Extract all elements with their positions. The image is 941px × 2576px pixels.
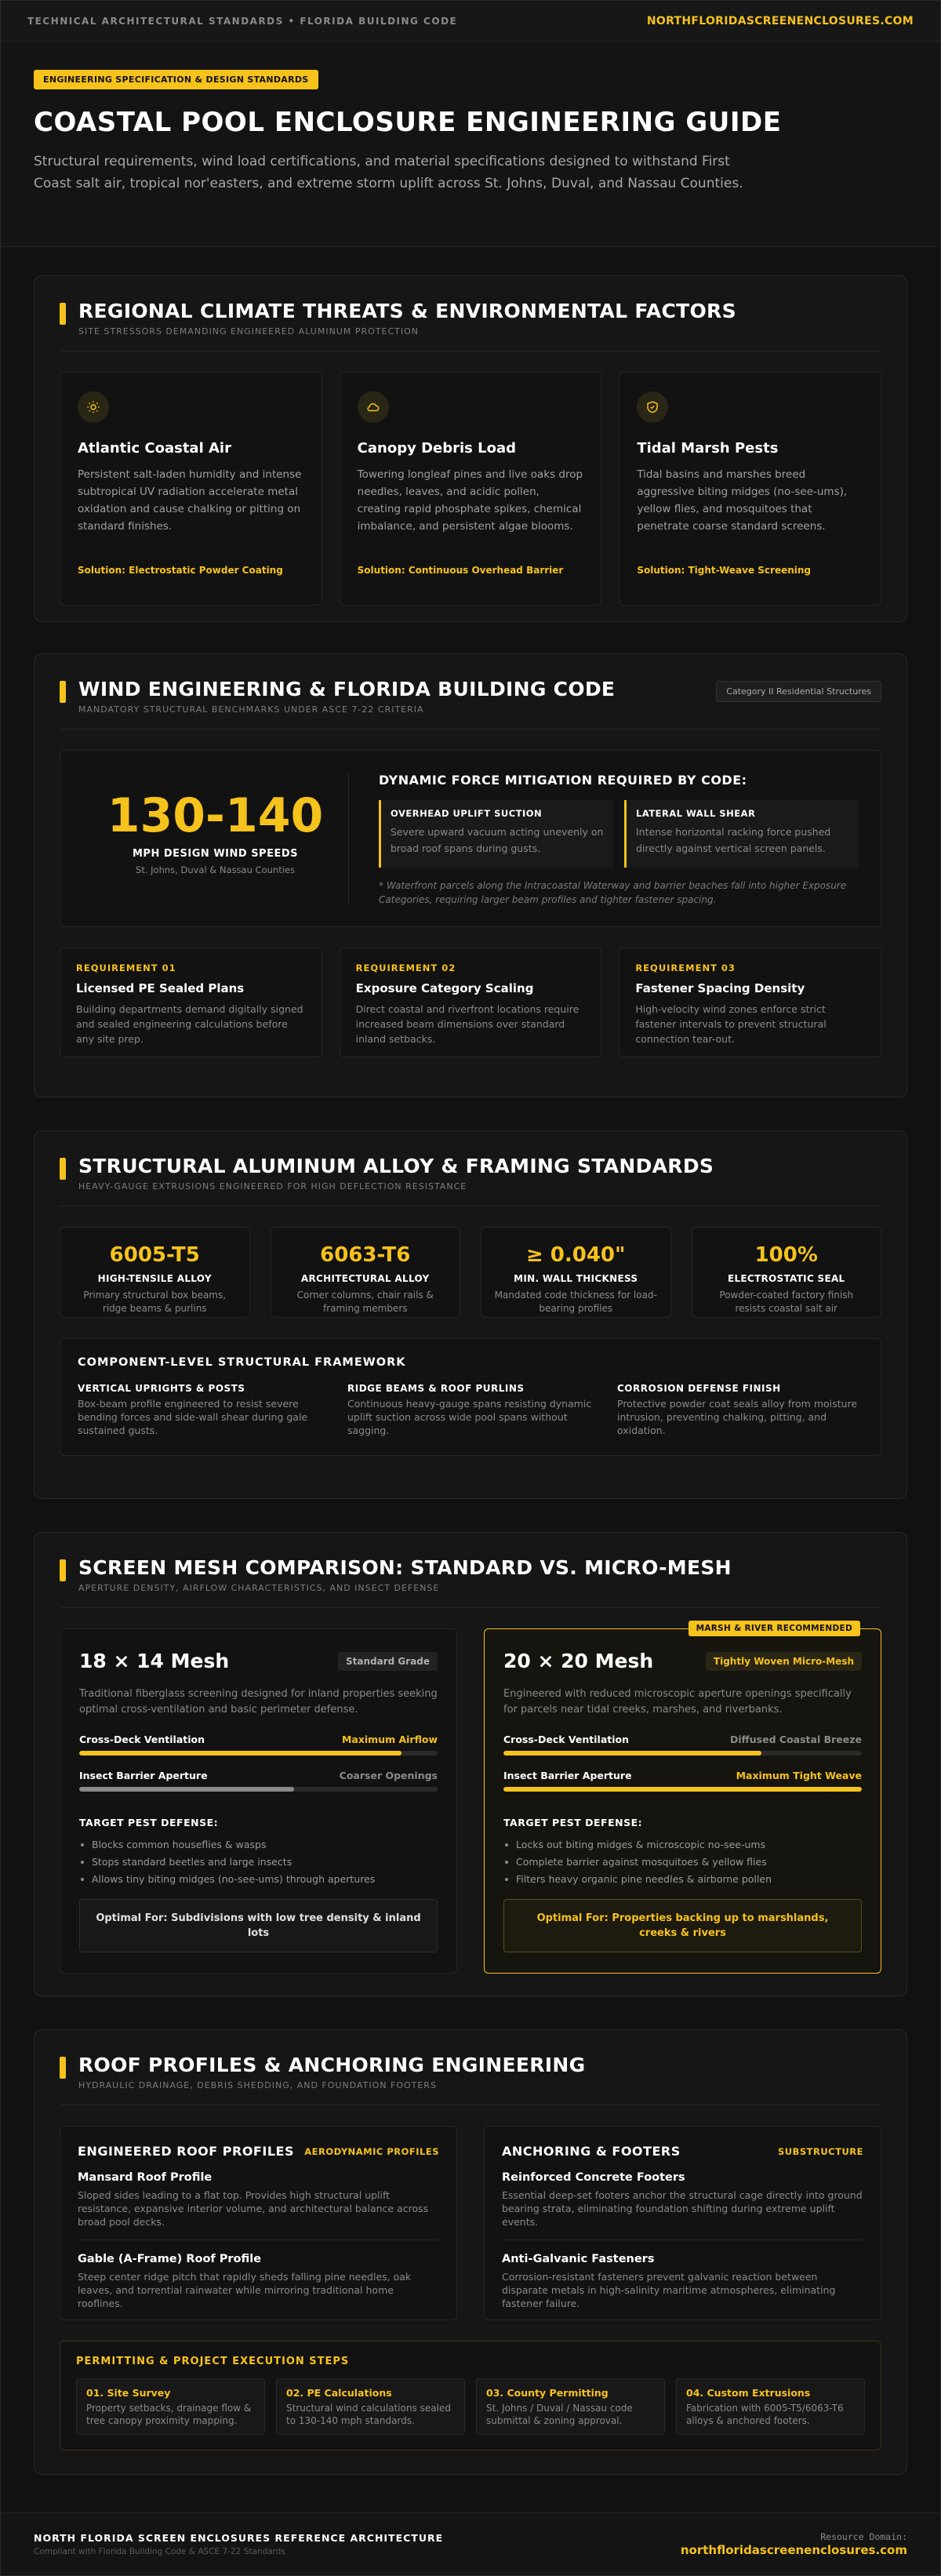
section-header — [60, 1155, 881, 1206]
stat-label: HIGH-TENSILE ALLOY — [97, 1273, 212, 1284]
category-pill: Category II Residential Structures — [716, 681, 881, 702]
step-desc: Structural wind calculations sealed to 130-140 mph standards. — [286, 2403, 451, 2426]
section-subtitle: SITE STRESSORS DEMANDING ENGINEERED ALUMINUM PROTECTION — [78, 326, 419, 337]
steps-title: PERMITTING & PROJECT EXECUTION STEPS — [76, 2356, 350, 2367]
section-subtitle: HYDRAULIC DRAINAGE, DEBRIS SHEDDING, AND FOUNDATION FOOTERS — [78, 2080, 437, 2090]
optimal-for-box: Optimal For: Subdivisions with low tree density & inland lots — [79, 1899, 438, 1952]
roof-profile-desc: Steep center ridge pitch that rapidly sheds falling pine needles, oak leaves, and torrential rainwater while mirroring traditional home rooflines. — [78, 2271, 412, 2309]
roof-profile-item — [78, 2253, 439, 2321]
framework-item-desc: Protective powder coat seals alloy from moisture intrusion, preventing chalking, pitting, and oxidation. — [617, 1398, 858, 1436]
framework-panel — [60, 1338, 881, 1456]
climate-card-marsh-pests — [619, 372, 881, 606]
sun-icon — [78, 391, 109, 423]
shield-icon — [637, 391, 668, 423]
requirement-card — [60, 948, 322, 1057]
mesh-grade-badge: Standard Grade — [338, 1652, 438, 1671]
mesh-card-micro — [484, 1624, 881, 1974]
metric-value: Coarser Openings — [339, 1770, 438, 1781]
step-card — [676, 2378, 865, 2435]
resource-label: Resource Domain: — [820, 2531, 907, 2542]
metric-value: Diffused Coastal Breeze — [730, 1734, 862, 1745]
framework-item — [78, 1383, 324, 1437]
climate-section — [34, 275, 907, 622]
climate-card-solution: Solution: Electrostatic Powder Coating — [78, 565, 283, 576]
footer-subtitle: Compliant with Florida Building Code & ASCE 7-22 Standards — [34, 2547, 285, 2556]
section-accent-bar — [60, 681, 66, 703]
mesh-desc: Traditional fiberglass screening designed for inland properties seeking optimal cross-ventilation and basic perimeter defense. — [79, 1688, 438, 1716]
spec-badge: ENGINEERING SPECIFICATION & DESIGN STANDARDS — [34, 70, 318, 89]
wind-speed-label: MPH DESIGN WIND SPEEDS — [133, 848, 298, 860]
step-desc: Fabrication with 6005-T5/6063-T6 alloys & anchored footers. — [686, 2403, 844, 2426]
roof-profiles-card — [60, 2126, 457, 2320]
list-item: Filters heavy organic pine needles & airborne pollen — [503, 1871, 862, 1888]
alloy-stat-card — [692, 1227, 882, 1318]
roof-profile-title: Mansard Roof Profile — [78, 2171, 213, 2184]
stat-desc: Corner columns, chair rails & framing members — [296, 1290, 434, 1314]
hero — [1, 42, 940, 247]
anchoring-item-desc: Essential deep-set footers anchor the structural cage directly into ground bearing strata, eliminating foundation shifting during extreme uplift events. — [502, 2189, 863, 2228]
framework-title: COMPONENT-LEVEL STRUCTURAL FRAMEWORK — [78, 1356, 406, 1369]
footer-title: NORTH FLORIDA SCREEN ENCLOSURES REFERENCE ARCHITECTURE — [34, 2532, 444, 2544]
climate-card-desc: Persistent salt-laden humidity and intense subtropical UV radiation accelerate metal oxidation and cause chalking or pitting on standard finishes. — [78, 468, 302, 533]
force-desc: Intense horizontal racking force pushed directly against vertical screen panels. — [636, 826, 831, 854]
requirement-title: Fastener Spacing Density — [635, 981, 805, 995]
section-title: ROOF PROFILES & ANCHORING ENGINEERING — [78, 2054, 586, 2076]
recommended-badge: MARSH & RIVER RECOMMENDED — [688, 1621, 860, 1636]
metric-label: Insect Barrier Aperture — [79, 1770, 208, 1781]
section-title: STRUCTURAL ALUMINUM ALLOY & FRAMING STANDARDS — [78, 1155, 714, 1177]
section-accent-bar — [60, 1559, 66, 1581]
wind-speed-value: 130-140 — [107, 788, 324, 843]
climate-card-title: Tidal Marsh Pests — [637, 440, 779, 457]
aperture-metric — [79, 1770, 438, 1792]
step-card — [276, 2378, 465, 2435]
framework-item-desc: Continuous heavy-gauge spans resisting dynamic uplift suction across wide pool spans without sagging. — [347, 1398, 592, 1436]
framework-item — [347, 1383, 594, 1437]
climate-card-title: Canopy Debris Load — [357, 440, 517, 457]
list-item: Stops standard beetles and large insects — [79, 1854, 438, 1871]
section-accent-bar — [60, 2057, 66, 2079]
aperture-bar-fill — [503, 1787, 862, 1792]
force-title: OVERHEAD UPLIFT SUCTION — [391, 808, 543, 819]
mesh-title: 18 × 14 Mesh — [79, 1650, 230, 1672]
mesh-section — [34, 1532, 907, 1996]
requirement-desc: High-velocity wind zones enforce strict fastener intervals to prevent structural connection tear-out. — [635, 1003, 827, 1045]
stat-label: ARCHITECTURAL ALLOY — [300, 1273, 430, 1284]
list-item: Allows tiny biting midges (no-see-ums) through apertures — [79, 1871, 438, 1888]
optimal-for-box: Optimal For: Properties backing up to marshlands, creeks & rivers — [503, 1899, 862, 1952]
aperture-bar — [503, 1787, 862, 1792]
force-title: LATERAL WALL SHEAR — [636, 808, 756, 819]
requirement-card — [619, 948, 881, 1057]
anchoring-item-desc: Corrosion-resistant fasteners prevent galvanic reaction between disparate metals in high-salinity maritime atmospheres, eliminating fastener failure. — [502, 2271, 836, 2309]
step-card — [476, 2378, 665, 2435]
ventilation-bar — [503, 1751, 862, 1756]
metric-label: Cross-Deck Ventilation — [503, 1734, 630, 1745]
anchoring-tag: SUBSTRUCTURE — [777, 2145, 863, 2157]
anchoring-item-title: Reinforced Concrete Footers — [502, 2171, 685, 2184]
stat-value: ≥ 0.040" — [525, 1243, 626, 1267]
requirement-desc: Building departments demand digitally signed and sealed engineering calculations before any site prep. — [76, 1003, 303, 1045]
requirement-number: REQUIREMENT 02 — [355, 962, 456, 973]
cloud-icon — [358, 391, 389, 423]
anchoring-item — [502, 2171, 863, 2240]
exposure-note: * Waterfront parcels along the Intracoastal Waterway and barrier beaches fall into higher Exposure Categories, requiring larger beam profiles and tighter fastener spacing. — [379, 880, 847, 905]
list-item: Complete barrier against mosquitoes & yellow flies — [503, 1854, 862, 1871]
alloy-stat-card — [60, 1227, 250, 1318]
stat-label: ELECTROSTATIC SEAL — [727, 1273, 845, 1284]
section-title: REGIONAL CLIMATE THREATS & ENVIRONMENTAL FACTORS — [78, 300, 736, 322]
list-item: Blocks common houseflies & wasps — [79, 1836, 438, 1854]
anchoring-title: ANCHORING & FOOTERS — [502, 2144, 681, 2159]
stat-desc: Powder-coated factory finish resists coastal salt air — [719, 1290, 854, 1314]
roof-profile-desc: Sloped sides leading to a flat top. Provides high structural uplift resistance, expansive interior volume, and architectural balance across broad pool decks. — [78, 2189, 429, 2228]
top-bar — [1, 1, 940, 42]
stat-desc: Mandated code thickness for load-bearing profiles — [494, 1290, 657, 1314]
alloy-stat-card — [481, 1227, 671, 1318]
step-desc: Property setbacks, drainage flow & tree canopy proximity mapping. — [86, 2403, 252, 2426]
aperture-bar-fill — [79, 1787, 294, 1792]
stat-label: MIN. WALL THICKNESS — [514, 1273, 638, 1284]
step-title: 04. Custom Extrusions — [686, 2387, 811, 2399]
permitting-steps-panel — [60, 2341, 881, 2450]
step-title: 01. Site Survey — [86, 2387, 171, 2399]
requirement-number: REQUIREMENT 01 — [76, 962, 176, 973]
force-card — [624, 800, 859, 868]
climate-card-solution: Solution: Continuous Overhead Barrier — [357, 565, 564, 576]
requirement-title: Licensed PE Sealed Plans — [76, 981, 245, 995]
step-desc: St. Johns / Duval / Nassau code submittal & zoning approval. — [486, 2403, 633, 2426]
ventilation-metric — [79, 1734, 438, 1756]
alloy-stat-card — [271, 1227, 461, 1318]
stat-value: 6005-T5 — [109, 1243, 200, 1267]
roof-profile-item — [78, 2171, 439, 2240]
pest-list — [79, 1836, 438, 1888]
climate-card-desc: Towering longleaf pines and live oaks drop needles, leaves, and acidic pollen, creating rapid phosphate spikes, chemical imbalance, and persistent algae blooms. — [357, 468, 583, 533]
section-subtitle: APERTURE DENSITY, AIRFLOW CHARACTERISTICS, AND INSECT DEFENSE — [78, 1583, 440, 1593]
hero-description: Structural requirements, wind load certifications, and material specifications designed to withstand First Coast salt air, tropical nor'easters, and extreme storm uplift across St. Johns, Duval, and Nassau Counties. — [34, 154, 743, 191]
alloy-section — [34, 1130, 907, 1499]
section-header — [60, 1556, 881, 1608]
wind-speed-panel — [60, 750, 881, 927]
stat-value: 6063-T6 — [320, 1243, 411, 1267]
force-card — [379, 800, 613, 868]
ventilation-metric — [503, 1734, 862, 1756]
mesh-grade-badge: Tightly Woven Micro-Mesh — [706, 1652, 862, 1671]
list-item: Locks out biting midges & microscopic no-see-ums — [503, 1836, 862, 1854]
roof-profile-title: Gable (A-Frame) Roof Profile — [78, 2253, 262, 2265]
framework-item-title: CORROSION DEFENSE FINISH — [617, 1383, 781, 1394]
ventilation-bar-fill — [79, 1751, 401, 1756]
step-title: 03. County Permitting — [486, 2387, 609, 2399]
section-accent-bar — [60, 1158, 66, 1180]
stat-value: 100% — [754, 1243, 818, 1267]
step-card — [76, 2378, 265, 2435]
resource-domain-link[interactable]: northfloridascreenenclosures.com — [680, 2543, 907, 2557]
aperture-metric — [503, 1770, 862, 1792]
roof-profiles-tag: AERODYNAMIC PROFILES — [304, 2145, 439, 2157]
roof-section — [34, 2029, 907, 2475]
metric-value: Maximum Airflow — [341, 1734, 438, 1745]
aperture-bar — [79, 1787, 438, 1792]
climate-card-solution: Solution: Tight-Weave Screening — [637, 565, 812, 576]
page-title: COASTAL POOL ENCLOSURE ENGINEERING GUIDE — [34, 107, 782, 138]
ventilation-bar — [79, 1751, 438, 1756]
framework-item — [617, 1383, 863, 1437]
climate-card-title: Atlantic Coastal Air — [78, 440, 231, 457]
pest-defense-title: TARGET PEST DEFENSE: — [79, 1817, 219, 1828]
pest-defense-title: TARGET PEST DEFENSE: — [503, 1817, 643, 1828]
section-header — [60, 2054, 881, 2105]
mitigation-title: DYNAMIC FORCE MITIGATION REQUIRED BY CODE: — [379, 773, 747, 788]
section-title: WIND ENGINEERING & FLORIDA BUILDING CODE — [78, 678, 616, 700]
section-accent-bar — [60, 303, 66, 325]
framework-item-title: VERTICAL UPRIGHTS & POSTS — [78, 1383, 245, 1394]
wind-speed-location: St. Johns, Duval & Nassau Counties — [136, 864, 295, 875]
stat-desc: Primary structural box beams, ridge beams & purlins — [83, 1290, 227, 1314]
metric-value: Maximum Tight Weave — [736, 1770, 862, 1781]
section-subtitle: HEAVY-GAUGE EXTRUSIONS ENGINEERED FOR HIGH DEFLECTION RESISTANCE — [78, 1181, 467, 1192]
roof-profiles-title: ENGINEERED ROOF PROFILES — [78, 2144, 294, 2159]
framework-item-desc: Box-beam profile engineered to resist severe bending forces and side-wall shear during gale sustained gusts. — [78, 1398, 308, 1436]
anchoring-item-title: Anti-Galvanic Fasteners — [502, 2253, 655, 2265]
breadcrumb: TECHNICAL ARCHITECTURAL STANDARDS • FLORIDA BUILDING CODE — [27, 15, 458, 27]
climate-card-canopy-debris — [340, 372, 602, 606]
requirement-card — [340, 948, 602, 1057]
climate-card-desc: Tidal basins and marshes breed aggressive biting midges (no-see-ums), yellow flies, and mosquitoes that penetrate coarse standard screens. — [637, 468, 848, 533]
framework-item-title: RIDGE BEAMS & ROOF PURLINS — [347, 1383, 525, 1394]
ventilation-bar-fill — [503, 1751, 761, 1756]
section-title: SCREEN MESH COMPARISON: STANDARD VS. MICRO-MESH — [78, 1556, 732, 1579]
section-subtitle: MANDATORY STRUCTURAL BENCHMARKS UNDER ASCE 7-22 CRITERIA — [78, 704, 424, 715]
anchoring-card — [484, 2126, 881, 2320]
wind-section — [34, 653, 907, 1097]
mesh-card-standard — [60, 1628, 457, 1974]
domain-link[interactable]: NORTHFLORIDASCREENENCLOSURES.COM — [646, 14, 914, 27]
requirement-title: Exposure Category Scaling — [355, 981, 534, 995]
section-header — [60, 300, 881, 351]
mesh-title: 20 × 20 Mesh — [503, 1650, 654, 1672]
requirement-desc: Direct coastal and riverfront locations require increased beam dimensions over standard inland setbacks. — [355, 1003, 579, 1045]
footer — [1, 2512, 940, 2575]
mesh-desc: Engineered with reduced microscopic aperture openings specifically for parcels near tidal creeks, marshes, and riverbanks. — [503, 1688, 852, 1716]
anchoring-item — [502, 2253, 863, 2321]
section-header — [60, 678, 881, 730]
pest-list — [503, 1836, 862, 1888]
metric-label: Cross-Deck Ventilation — [79, 1734, 205, 1745]
climate-card-coastal-air — [60, 372, 322, 606]
metric-label: Insect Barrier Aperture — [503, 1770, 632, 1781]
requirement-number: REQUIREMENT 03 — [635, 962, 736, 973]
step-title: 02. PE Calculations — [286, 2387, 392, 2399]
force-desc: Severe upward vacuum acting unevenly on broad roof spans during gusts. — [391, 826, 604, 854]
